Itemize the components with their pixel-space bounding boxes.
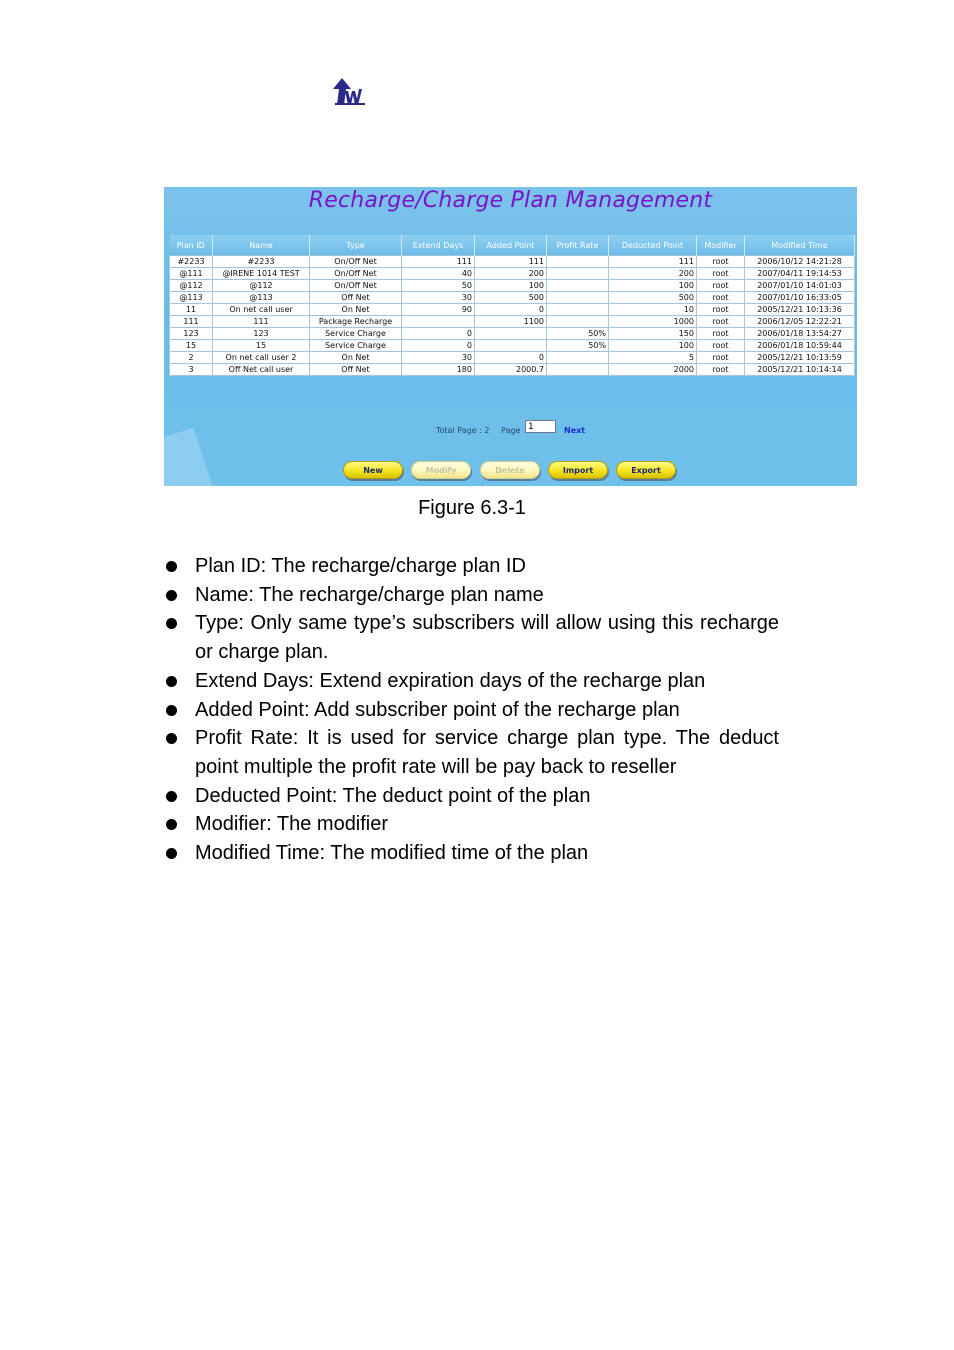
figure-caption: Figure 6.3-1 (418, 497, 526, 519)
table-cell: 2007/01/10 14:01:03 (745, 280, 855, 292)
bullet-icon (166, 733, 177, 744)
bullet-icon (166, 791, 177, 802)
table-cell: 100 (609, 280, 697, 292)
table-cell: 2006/10/12 14:21:28 (745, 256, 855, 268)
table-cell: 100 (609, 340, 697, 352)
list-item-text: Type: Only same type’s subscribers will allow using this recharge or charge plan. (195, 612, 779, 664)
table-cell: 0 (402, 340, 475, 352)
column-header: Plan ID (170, 235, 213, 256)
table-cell: Service Charge (310, 328, 402, 340)
table-cell: Off Net (310, 292, 402, 304)
table-cell: Package Recharge (310, 316, 402, 328)
list-item (164, 609, 779, 666)
list-item-text: Extend Days: Extend expiration days of the recharge plan (195, 669, 706, 692)
panel-title: Recharge/Charge Plan Management (308, 188, 713, 213)
table-row[interactable] (170, 364, 855, 376)
table-header-row (170, 235, 855, 256)
table-cell: @113 (213, 292, 310, 304)
table-cell: 500 (609, 292, 697, 304)
list-item (164, 839, 779, 868)
list-item (164, 552, 779, 581)
decorative-swoosh (164, 428, 231, 486)
table-cell: 3 (170, 364, 213, 376)
table-cell: root (697, 304, 745, 316)
table-cell: 50 (402, 280, 475, 292)
table-cell: root (697, 292, 745, 304)
table-row[interactable] (170, 352, 855, 364)
table-cell: 2005/12/21 10:13:36 (745, 304, 855, 316)
total-page-label: Total Page : 2 (436, 426, 490, 435)
list-item-text: Profit Rate: It is used for service charge plan type. The deduct point multiple the profit rate will be pay back to reseller (195, 727, 779, 778)
table-cell: root (697, 352, 745, 364)
table-cell: root (697, 340, 745, 352)
table-cell: #2233 (213, 256, 310, 268)
table-cell: @IRENE 1014 TEST (213, 268, 310, 280)
table-cell (547, 292, 609, 304)
table-cell (475, 328, 547, 340)
table-cell: root (697, 316, 745, 328)
column-header: Added Point (475, 235, 547, 256)
table-cell: 0 (475, 352, 547, 364)
table-row[interactable] (170, 268, 855, 280)
column-header: Extend Days (402, 235, 475, 256)
table-cell: 180 (402, 364, 475, 376)
table-cell: 50% (547, 328, 609, 340)
page-number-input[interactable] (525, 420, 556, 433)
table-cell: 111 (213, 316, 310, 328)
table-cell: 2006/01/18 10:59:44 (745, 340, 855, 352)
table-cell: 90 (402, 304, 475, 316)
table-cell: 200 (475, 268, 547, 280)
table-cell: Off Net (310, 364, 402, 376)
list-item (164, 810, 779, 839)
table-cell (547, 304, 609, 316)
table-cell: 1000 (609, 316, 697, 328)
modify-button[interactable]: Modify (411, 461, 471, 479)
table-row[interactable] (170, 304, 855, 316)
table-cell: 30 (402, 352, 475, 364)
bullet-icon (166, 561, 177, 572)
table-cell (547, 280, 609, 292)
table-cell: 15 (170, 340, 213, 352)
column-header: Modifier (697, 235, 745, 256)
table-cell: 2006/01/18 13:54:27 (745, 328, 855, 340)
table-cell (475, 340, 547, 352)
table-cell (547, 364, 609, 376)
table-cell: On net call user 2 (213, 352, 310, 364)
bullet-icon (166, 705, 177, 716)
table-cell: 200 (609, 268, 697, 280)
list-item (164, 581, 779, 610)
list-item-text: Plan ID: The recharge/charge plan ID (195, 555, 526, 577)
table-cell: On/Off Net (310, 268, 402, 280)
table-cell: @113 (170, 292, 213, 304)
bullet-icon (166, 848, 177, 859)
list-item-text: Modified Time: The modified time of the plan (195, 842, 589, 865)
table-cell: 2007/04/11 19:14:53 (745, 268, 855, 280)
table-cell: 5 (609, 352, 697, 364)
column-header: Name (213, 235, 310, 256)
table-row[interactable] (170, 256, 855, 268)
table-cell: root (697, 256, 745, 268)
table-cell: 111 (475, 256, 547, 268)
table-cell: 15 (213, 340, 310, 352)
next-page-link[interactable]: Next (564, 426, 586, 435)
list-item (164, 667, 779, 696)
table-cell: 150 (609, 328, 697, 340)
table-row[interactable] (170, 280, 855, 292)
table-cell: 50% (547, 340, 609, 352)
table-cell: On net call user (213, 304, 310, 316)
list-item-text: Modifier: The modifier (195, 813, 389, 836)
table-cell: 2005/12/21 10:14:14 (745, 364, 855, 376)
list-item-text: Name: The recharge/charge plan name (195, 583, 544, 606)
bullet-icon (166, 676, 177, 687)
table-cell: root (697, 268, 745, 280)
table-cell: 1100 (475, 316, 547, 328)
table-cell: root (697, 364, 745, 376)
table-cell (547, 316, 609, 328)
table-cell: On Net (310, 352, 402, 364)
table-cell: 40 (402, 268, 475, 280)
table-row[interactable] (170, 328, 855, 340)
table-cell (547, 352, 609, 364)
bullet-icon (166, 590, 177, 601)
new-button[interactable]: New (343, 461, 403, 479)
list-item-text: Added Point: Add subscriber point of the recharge plan (195, 698, 680, 721)
table-cell: 30 (402, 292, 475, 304)
table-cell: 123 (170, 328, 213, 340)
plan-table (169, 235, 855, 376)
table-cell: 2000 (609, 364, 697, 376)
column-header: Profit Rate (547, 235, 609, 256)
table-cell: 2 (170, 352, 213, 364)
table-cell: @111 (170, 268, 213, 280)
import-button[interactable]: Import (548, 461, 608, 479)
table-cell: 111 (402, 256, 475, 268)
table-cell: On Net (310, 304, 402, 316)
table-row[interactable] (170, 292, 855, 304)
table-cell: root (697, 328, 745, 340)
table-cell: 0 (475, 304, 547, 316)
table-cell: 111 (609, 256, 697, 268)
delete-button[interactable]: Delete (480, 461, 540, 479)
table-cell: 123 (213, 328, 310, 340)
table-cell: On/Off Net (310, 280, 402, 292)
table-cell (547, 256, 609, 268)
table-cell: 500 (475, 292, 547, 304)
table-cell: 10 (609, 304, 697, 316)
table-cell: #2233 (170, 256, 213, 268)
column-header: Modified Time (745, 235, 855, 256)
list-item-text: Deducted Point: The deduct point of the plan (195, 784, 591, 807)
table-cell: 11 (170, 304, 213, 316)
list-item (164, 696, 779, 725)
bullet-icon (166, 819, 177, 830)
column-header: Deducted Point (609, 235, 697, 256)
company-logo-icon (331, 77, 367, 107)
table-cell: @112 (170, 280, 213, 292)
table-row[interactable] (170, 340, 855, 352)
table-cell: @112 (213, 280, 310, 292)
export-button[interactable]: Export (616, 461, 676, 479)
table-cell: 2007/01/10 16:33:05 (745, 292, 855, 304)
bullet-icon (166, 618, 177, 629)
table-cell: 2006/12/05 12:22:21 (745, 316, 855, 328)
list-item (164, 724, 779, 781)
table-cell: 2000.7 (475, 364, 547, 376)
column-header: Type (310, 235, 402, 256)
table-row[interactable] (170, 316, 855, 328)
table-cell (547, 268, 609, 280)
table-cell: 100 (475, 280, 547, 292)
page-label: Page (501, 426, 521, 435)
table-cell: 111 (170, 316, 213, 328)
table-cell: Off Net call user (213, 364, 310, 376)
field-description-list (164, 552, 779, 868)
list-item (164, 782, 779, 811)
plan-management-panel (164, 187, 857, 486)
table-cell: 0 (402, 328, 475, 340)
table-cell: On/Off Net (310, 256, 402, 268)
table-cell: root (697, 280, 745, 292)
table-cell: 2005/12/21 10:13:59 (745, 352, 855, 364)
table-cell: Service Charge (310, 340, 402, 352)
table-cell (402, 316, 475, 328)
